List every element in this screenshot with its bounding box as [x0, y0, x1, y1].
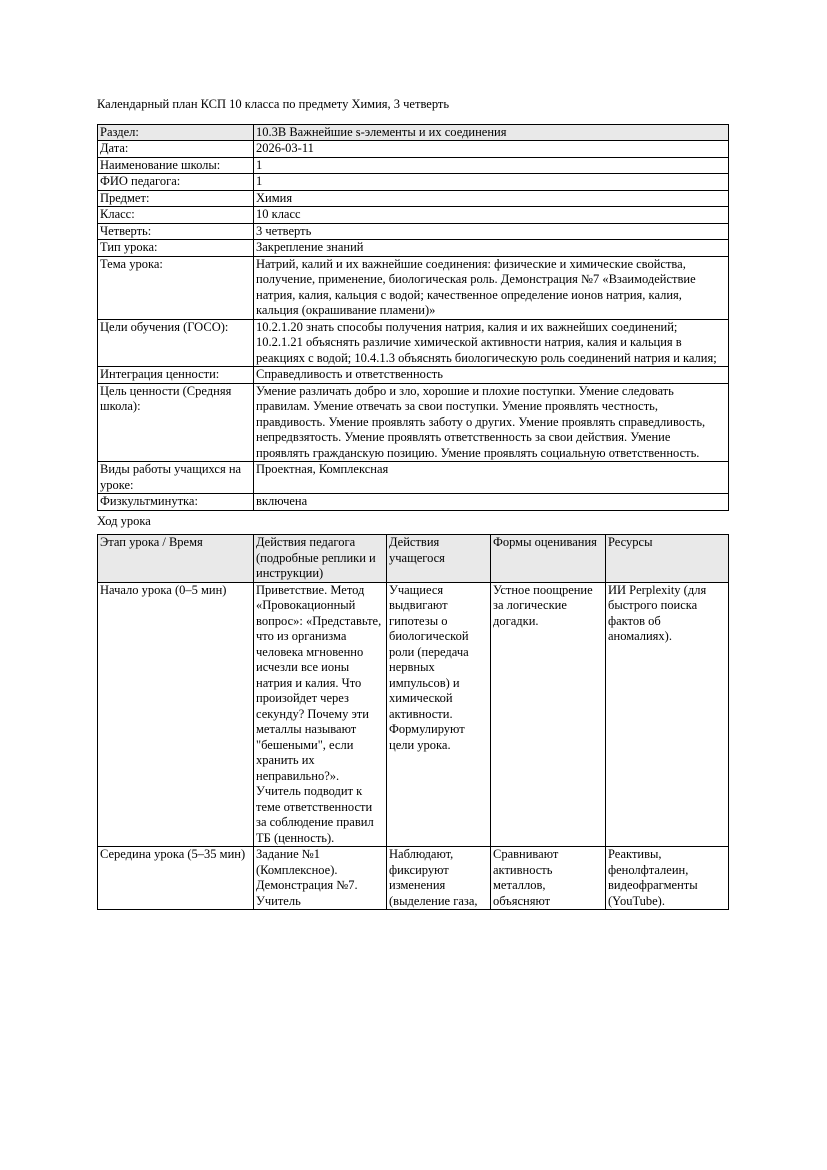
info-value: Проектная, Комплексная — [254, 462, 729, 494]
column-header-assessment: Формы оценивания — [491, 535, 606, 583]
info-value: 1 — [254, 174, 729, 191]
page-title: Календарный план КСП 10 класса по предмету Химия, 3 четверть — [97, 97, 450, 111]
info-label: Цель ценности (Средняя школа): — [98, 383, 254, 462]
table-row — [98, 190, 729, 207]
teacher-actions-cell: Задание №1 (Комплексное). Демонстрация №7. Учитель — [254, 847, 387, 910]
info-value: 1 — [254, 157, 729, 174]
info-value: Натрий, калий и их важнейшие соединения: физические и химические свойства, получение, применение, биологическая роль. Демонстрация №7 «Взаимодействие натрия, калия, кальция с водой; качественное определение ионов натрия, калия, кальция (окрашивание пламени)» — [254, 256, 729, 319]
table-row — [98, 256, 729, 319]
table-row — [98, 174, 729, 191]
info-value: 10.3В Важнейшие s-элементы и их соединения — [254, 124, 729, 141]
info-label: Дата: — [98, 141, 254, 158]
table-row — [98, 847, 729, 910]
student-actions-cell: Учащиеся выдвигают гипотезы о биологической роли (передача нервных импульсов) и химической активности. Формулируют цели урока. — [387, 582, 491, 847]
column-header-student-actions: Действия учащегося — [387, 535, 491, 583]
table-row — [98, 223, 729, 240]
info-value: включена — [254, 494, 729, 511]
info-label: Предмет: — [98, 190, 254, 207]
table-row — [98, 582, 729, 847]
info-label: Класс: — [98, 207, 254, 224]
info-value: Справедливость и ответственность — [254, 367, 729, 384]
table-row — [98, 157, 729, 174]
table-row — [98, 240, 729, 257]
document-content — [97, 97, 728, 910]
info-value: Химия — [254, 190, 729, 207]
resources-cell: ИИ Perplexity (для быстрого поиска фактов об аномалиях). — [606, 582, 729, 847]
info-label: Виды работы учащихся на уроке: — [98, 462, 254, 494]
info-label: Четверть: — [98, 223, 254, 240]
info-label: Тема урока: — [98, 256, 254, 319]
table-row — [98, 207, 729, 224]
info-label: Наименование школы: — [98, 157, 254, 174]
table-row — [98, 319, 729, 367]
table-row — [98, 124, 729, 141]
column-header-stage: Этап урока / Время — [98, 535, 254, 583]
table-header-row — [98, 535, 729, 583]
info-value: Закрепление знаний — [254, 240, 729, 257]
info-label: Тип урока: — [98, 240, 254, 257]
info-label: Раздел: — [98, 124, 254, 141]
table-row — [98, 494, 729, 511]
lesson-flow-table — [97, 534, 729, 910]
info-value: 10 класс — [254, 207, 729, 224]
student-actions-cell: Наблюдают, фиксируют изменения (выделение газа, — [387, 847, 491, 910]
column-header-teacher-actions: Действия педагога (подробные реплики и инструкции) — [254, 535, 387, 583]
info-label: Цели обучения (ГОСО): — [98, 319, 254, 367]
lesson-info-table — [97, 124, 729, 511]
stage-cell: Начало урока (0–5 мин) — [98, 582, 254, 847]
info-label: ФИО педагога: — [98, 174, 254, 191]
info-label: Физкультминутка: — [98, 494, 254, 511]
info-label: Интеграция ценности: — [98, 367, 254, 384]
column-header-resources: Ресурсы — [606, 535, 729, 583]
lesson-flow-heading: Ход урока — [97, 513, 151, 528]
info-value: 3 четверть — [254, 223, 729, 240]
resources-cell: Реактивы, фенолфталеин, видеофрагменты (YouTube). — [606, 847, 729, 910]
info-value: 10.2.1.20 знать способы получения натрия, калия и их важнейших соединений; 10.2.1.21 объяснять различие химической активности натрия, калия и кальция в реакциях с водой; 10.4.1.3 объяснять биологическую роль соединений натрия и калия; — [254, 319, 729, 367]
info-value: 2026-03-11 — [254, 141, 729, 158]
info-value: Умение различать добро и зло, хорошие и плохие поступки. Умение следовать правилам. Умение отвечать за свои поступки. Умение проявлять честность, правдивость. Умение проявлять заботу о других. Умение проявлять справедливость, непредвзятость. Умение проявлять ответственность за свои действия. Умение проявлять гражданскую позицию. Умение проявлять социальную ответственность. — [254, 383, 729, 462]
table-row — [98, 383, 729, 462]
assessment-cell: Устное поощрение за логические догадки. — [491, 582, 606, 847]
table-row — [98, 141, 729, 158]
assessment-cell: Сравнивают активность металлов, объясняют — [491, 847, 606, 910]
table-row — [98, 367, 729, 384]
teacher-actions-cell: Приветствие. Метод «Провокационный вопрос»: «Представьте, что из организма человека мгновенно исчезли все ионы натрия и калия. Что произойдет через секунду? Почему эти металлы называют "бешеными", если хранить их неправильно?». Учитель подводит к теме ответственности за соблюдение правил ТБ (ценность). — [254, 582, 387, 847]
table-row — [98, 462, 729, 494]
stage-cell: Середина урока (5–35 мин) — [98, 847, 254, 910]
